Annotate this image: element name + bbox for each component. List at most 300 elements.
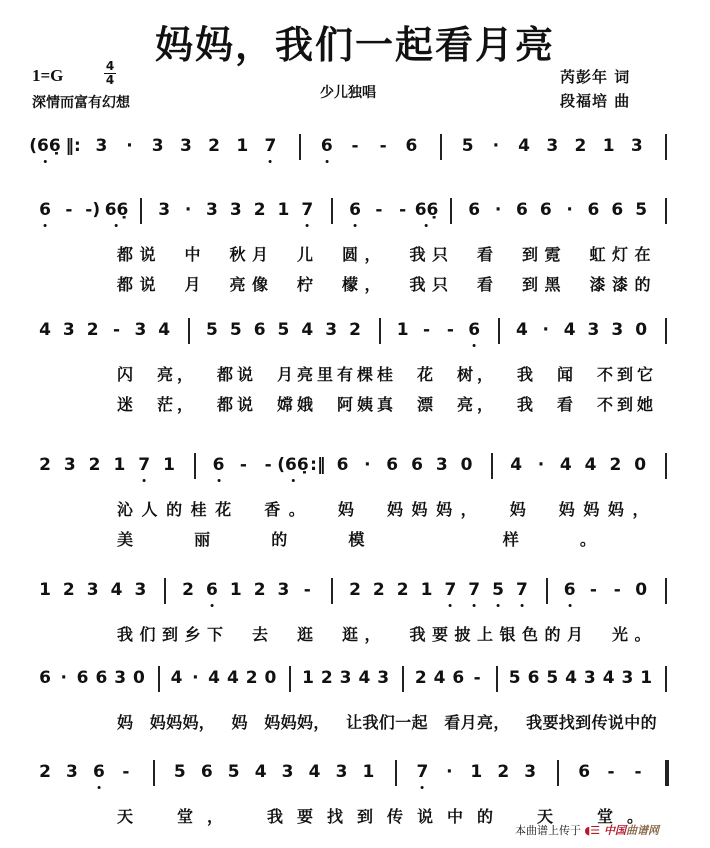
- note: 66̣: [414, 200, 439, 220]
- note: -: [634, 762, 642, 782]
- note: 3: [206, 200, 218, 220]
- site-logo-a[interactable]: 中国: [604, 824, 626, 837]
- lyric-char: 妈: [182, 713, 199, 732]
- barline: [194, 453, 196, 479]
- note: 3: [621, 668, 634, 688]
- note: 3: [611, 320, 624, 340]
- site-logo-icon[interactable]: ◖☰: [584, 824, 604, 837]
- note: -): [85, 200, 101, 220]
- lyric-char: 天: [536, 807, 554, 826]
- lyric-char: 到: [521, 245, 539, 264]
- note: 4: [584, 455, 597, 475]
- note: -: [423, 320, 431, 340]
- note: -: [446, 320, 454, 340]
- note: -: [607, 762, 615, 782]
- note: 1: [229, 580, 242, 600]
- lyric-char: 灯: [611, 245, 629, 264]
- lyric-char: 的: [640, 713, 657, 732]
- note: 6: [39, 200, 51, 220]
- note: -: [113, 320, 121, 340]
- lyric-char: 的: [166, 500, 183, 519]
- note: 6: [516, 200, 528, 220]
- note: 4: [226, 668, 239, 688]
- note: 0: [635, 320, 648, 340]
- note: 5: [635, 200, 648, 220]
- lyric-char: 说: [607, 713, 624, 732]
- note: 3: [587, 320, 600, 340]
- lyric-char: 我: [409, 625, 426, 644]
- note: 2: [497, 762, 510, 782]
- lyric-char: 妈: [264, 713, 281, 732]
- note: -: [399, 200, 407, 220]
- lyric-char: 黑: [544, 275, 561, 294]
- lyric-char: 去: [251, 625, 269, 644]
- note: 3: [95, 136, 108, 156]
- lyric-char: ，: [198, 713, 215, 732]
- lyric-char: 娥: [296, 395, 314, 414]
- lyric-char: 银: [499, 625, 516, 644]
- barline: [140, 198, 142, 224]
- lyric-char: 中: [184, 245, 201, 264]
- time-sig-bottom: 4: [105, 73, 115, 87]
- lyric-char: 逛: [296, 625, 314, 644]
- lyric-char: 亮: [296, 365, 314, 384]
- note: 3: [435, 455, 448, 475]
- note: 3: [524, 762, 537, 782]
- lyric-char: 堂: [596, 807, 614, 826]
- note: 3: [377, 668, 390, 688]
- lyric-char: 。: [626, 807, 644, 826]
- note: 2: [208, 136, 220, 156]
- lyric-char: 妈: [436, 500, 453, 519]
- barline: [331, 578, 333, 604]
- composer-credit: 段福培 曲: [560, 92, 631, 110]
- note: 2: [245, 668, 258, 688]
- lyric-char: 妈: [149, 713, 166, 732]
- note: 3: [281, 762, 294, 782]
- note: 2: [574, 136, 587, 156]
- lyric-char: 阿: [336, 395, 354, 414]
- note: ·: [446, 762, 453, 782]
- lyric-char: 茫: [156, 395, 174, 414]
- lyric-char: 披: [454, 625, 471, 644]
- note: 1: [362, 762, 375, 782]
- lyric-char: 逛: [341, 625, 359, 644]
- time-sig-top: 4: [105, 59, 115, 73]
- lyric-char: 我: [409, 275, 426, 294]
- lyric-char: 说: [416, 807, 434, 826]
- note: 3: [546, 136, 559, 156]
- note: 6: [468, 320, 481, 340]
- note: 3: [158, 200, 171, 220]
- lyric-char: 到: [356, 807, 374, 826]
- lyric-char: 看: [444, 713, 461, 732]
- note: 2: [372, 580, 385, 600]
- note: ·: [60, 668, 68, 688]
- note: 3: [179, 136, 192, 156]
- note: 66̣: [104, 200, 129, 220]
- barline: [491, 453, 493, 479]
- note: 1: [236, 136, 249, 156]
- lyric-char: 们: [139, 625, 156, 644]
- note: 2: [609, 455, 622, 475]
- note: 3: [134, 320, 147, 340]
- lyric-char: 下: [206, 625, 224, 644]
- lyric-char: ，: [493, 713, 510, 732]
- performance-type: 少儿独唱: [320, 85, 376, 101]
- note: -: [303, 580, 311, 600]
- note: 6: [76, 668, 89, 688]
- note: 6: [39, 668, 51, 688]
- lyric-char: 说: [236, 365, 254, 384]
- note: 6: [563, 580, 576, 600]
- note: 3: [229, 200, 242, 220]
- lyric-char: 我: [116, 625, 134, 644]
- note: 4: [110, 580, 123, 600]
- note: 5: [508, 668, 521, 688]
- lyric-char: 不: [596, 395, 614, 414]
- lyric-char: 们: [378, 713, 395, 732]
- note: 5: [461, 136, 474, 156]
- barline: [188, 318, 190, 344]
- lyric-char: 到: [616, 365, 634, 384]
- barline: [557, 760, 559, 786]
- note: 2: [253, 200, 266, 220]
- lyric-char: 妈: [116, 713, 134, 732]
- barline: [164, 578, 166, 604]
- lyric-char: 看: [556, 395, 574, 414]
- note: 6: [527, 668, 540, 688]
- lyric-char: 妈: [509, 500, 526, 519]
- lyric-char: 都: [216, 395, 234, 414]
- lyric-char: 只: [431, 275, 449, 294]
- footer: [515, 822, 659, 838]
- lyric-char: 妈: [337, 500, 354, 519]
- note: 1: [640, 668, 653, 688]
- note: 3: [62, 320, 75, 340]
- barline: [402, 666, 404, 692]
- note: -: [473, 668, 481, 688]
- lyric-char: 亮: [476, 713, 494, 732]
- lyric-char: 我: [362, 713, 379, 732]
- lyric-char: 桂: [190, 500, 207, 519]
- lyric-char: 花: [416, 365, 434, 384]
- lyric-char: 到: [521, 275, 539, 294]
- note: 5: [546, 668, 559, 688]
- note: 6: [253, 320, 266, 340]
- note: -: [239, 455, 247, 475]
- note: 7: [301, 200, 314, 220]
- lyric-char: 妈: [583, 500, 600, 519]
- lyric-char: 嫦: [276, 395, 294, 414]
- lyricist-credit: 芮彭年 词: [560, 68, 631, 86]
- lyric-char: 她: [636, 395, 654, 414]
- lyric-char: 我: [409, 245, 426, 264]
- lyric-char: 闪: [116, 365, 134, 384]
- lyric-char: 让: [346, 713, 363, 732]
- note: ·: [494, 200, 502, 220]
- lyric-char: 都: [216, 365, 234, 384]
- note: 3: [151, 136, 164, 156]
- note: ·: [184, 200, 192, 220]
- site-logo-b[interactable]: 曲谱网: [626, 824, 659, 837]
- note: 6: [212, 455, 225, 475]
- note: 3: [339, 668, 352, 688]
- barline: [153, 760, 155, 786]
- lyric-char: 人: [141, 500, 158, 519]
- barline: [498, 318, 500, 344]
- note: 6: [452, 668, 465, 688]
- note: 4: [433, 668, 446, 688]
- lyric-char: 里: [316, 365, 334, 384]
- note: 4: [254, 762, 267, 782]
- barline: [379, 318, 381, 344]
- lyric-char: 月: [251, 245, 269, 264]
- lyric-char: ，: [364, 625, 381, 644]
- note: 6: [206, 580, 218, 600]
- lyric-char: 我: [516, 365, 534, 384]
- lyric-char: 到: [575, 713, 592, 732]
- note: 6: [92, 762, 105, 782]
- note: 3: [277, 580, 290, 600]
- note: -: [613, 580, 621, 600]
- lyric-char: 都: [116, 275, 134, 294]
- lyric-char: 传: [386, 807, 404, 826]
- note: (66̣: [277, 455, 309, 475]
- barline: [395, 760, 397, 786]
- lyric-char: 亮: [456, 395, 474, 414]
- note: 4: [516, 320, 528, 340]
- note: 6: [539, 200, 552, 220]
- note: 2: [86, 320, 99, 340]
- note: 6: [349, 200, 361, 220]
- note: 1: [470, 762, 483, 782]
- lyric-char: 妈: [411, 500, 428, 519]
- note: 5: [492, 580, 504, 600]
- barline: [289, 666, 291, 692]
- lyric-char: 只: [431, 245, 449, 264]
- note: ·: [126, 136, 133, 156]
- note: 6: [611, 200, 624, 220]
- note: 4: [559, 455, 572, 475]
- lyric-char: ，: [176, 395, 194, 414]
- note: 2: [39, 455, 51, 475]
- lyric-char: 花: [215, 500, 232, 519]
- lyric-char: 一: [395, 713, 412, 732]
- note: 5: [206, 320, 218, 340]
- barline: [665, 760, 669, 786]
- barline: [450, 198, 452, 224]
- lyric-char: 堂: [176, 807, 194, 826]
- note: 3: [114, 668, 127, 688]
- note: 4: [158, 320, 171, 340]
- lyric-char: 妈: [558, 500, 575, 519]
- lyric-char: 妈: [166, 713, 183, 732]
- barline: [665, 666, 667, 692]
- lyric-char: 它: [636, 365, 654, 384]
- note: 5: [229, 320, 242, 340]
- expression-marking: 深情而富有幻想: [32, 95, 130, 111]
- lyric-char: 香: [264, 500, 281, 519]
- lyric-char: 迷: [116, 395, 134, 414]
- note: 7: [416, 762, 429, 782]
- note: 2: [253, 580, 266, 600]
- note: 0: [460, 455, 473, 475]
- lyric-char: ，: [476, 365, 494, 384]
- lyric-char: 闻: [556, 365, 574, 384]
- note: 1: [302, 668, 314, 688]
- lyric-char: 天: [116, 807, 134, 826]
- note: 3: [325, 320, 338, 340]
- lyric-char: 中: [624, 713, 641, 732]
- note: 4: [565, 668, 577, 688]
- note: 4: [39, 320, 51, 340]
- lyric-char: ，: [476, 395, 494, 414]
- lyric-char: 。: [288, 500, 305, 519]
- lyric-char: 真: [376, 395, 394, 414]
- note: -: [351, 136, 359, 156]
- lyric-char: 我: [526, 713, 543, 732]
- note: 2: [349, 320, 361, 340]
- lyric-char: 桂: [376, 365, 394, 384]
- note: 4: [602, 668, 615, 688]
- note: :‖: [310, 455, 326, 475]
- note: -: [264, 455, 272, 475]
- lyric-char: 霓: [544, 245, 561, 264]
- note: 4: [170, 668, 183, 688]
- note: 5: [227, 762, 240, 782]
- lyric-char: 亮: [156, 365, 174, 384]
- lyric-char: 要: [431, 625, 449, 644]
- note: -: [65, 200, 73, 220]
- note: 1: [396, 320, 409, 340]
- lyric-char: 月: [460, 713, 477, 732]
- lyric-char: 棵: [356, 365, 374, 384]
- lyric-char: 找: [558, 713, 575, 732]
- note: 0: [635, 580, 648, 600]
- lyric-char: 漆: [611, 275, 629, 294]
- lyric-char: 说: [139, 245, 156, 264]
- lyric-char: 看: [476, 275, 494, 294]
- barline: [665, 134, 667, 160]
- note: 6: [200, 762, 213, 782]
- lyric-char: 树: [456, 365, 474, 384]
- note: 4: [510, 455, 523, 475]
- lyric-char: ，: [632, 500, 649, 519]
- lyric-char: 美: [116, 530, 134, 549]
- note: 7: [444, 580, 457, 600]
- note: 0: [133, 668, 145, 688]
- lyric-char: 的: [634, 275, 651, 294]
- note: ‖:: [65, 136, 81, 156]
- note: 2: [320, 668, 333, 688]
- lyric-char: 乡: [184, 625, 201, 644]
- note: ·: [542, 320, 549, 340]
- note: -: [375, 200, 383, 220]
- upload-text: 本曲谱上传于: [515, 824, 581, 837]
- lyric-char: 亮: [229, 275, 246, 294]
- note: -: [379, 136, 387, 156]
- note: (66̣: [29, 136, 61, 156]
- time-signature: [103, 60, 117, 87]
- note: 7: [516, 580, 528, 600]
- barline: [546, 578, 548, 604]
- lyric-char: 漆: [589, 275, 606, 294]
- lyric-char: 丽: [194, 530, 211, 549]
- lyric-char: 柠: [296, 275, 314, 294]
- barline: [440, 134, 442, 160]
- lyric-char: 色: [521, 625, 539, 644]
- lyric-char: 的: [544, 625, 561, 644]
- lyric-char: 妈: [386, 500, 404, 519]
- lyric-char: 儿: [296, 245, 314, 264]
- note: ·: [566, 200, 573, 220]
- note: 1: [420, 580, 433, 600]
- lyric-char: 都: [116, 245, 134, 264]
- lyric-char: 。: [579, 530, 596, 549]
- barline: [665, 453, 667, 479]
- lyric-char: ，: [206, 807, 224, 826]
- note: 1: [277, 200, 290, 220]
- lyric-char: 虹: [589, 245, 606, 264]
- note: 6: [411, 455, 423, 475]
- note: ·: [537, 455, 545, 475]
- lyric-char: 圆: [341, 245, 359, 264]
- lyric-char: ，: [176, 365, 194, 384]
- note: 7: [468, 580, 481, 600]
- note: 3: [583, 668, 596, 688]
- note: 5: [173, 762, 186, 782]
- note: 7: [138, 455, 151, 475]
- lyric-char: 中: [446, 807, 464, 826]
- lyric-char: 传: [591, 713, 608, 732]
- lyric-char: 光: [611, 625, 629, 644]
- lyric-char: 有: [336, 365, 354, 384]
- note: 6: [336, 455, 349, 475]
- note: ·: [192, 668, 199, 688]
- lyric-char: 我: [266, 807, 284, 826]
- note: 1: [113, 455, 126, 475]
- lyric-char: 姨: [356, 395, 374, 414]
- note: 4: [308, 762, 321, 782]
- note: 3: [86, 580, 99, 600]
- barline: [665, 198, 667, 224]
- lyric-char: 沁: [116, 500, 134, 519]
- note: 1: [39, 580, 51, 600]
- note: 4: [563, 320, 576, 340]
- note: -: [122, 762, 130, 782]
- lyric-char: 月: [184, 275, 201, 294]
- note: 2: [414, 668, 427, 688]
- lyric-char: 妈: [607, 500, 624, 519]
- lyric-char: 说: [236, 395, 254, 414]
- lyric-char: 秋: [229, 245, 246, 264]
- lyric-char: 到: [161, 625, 179, 644]
- barline: [665, 318, 667, 344]
- lyric-char: 像: [251, 275, 269, 294]
- note: 0: [264, 668, 277, 688]
- note: 0: [634, 455, 647, 475]
- note: 2: [39, 762, 51, 782]
- song-title: 妈妈，我们一起看月亮: [154, 23, 555, 67]
- note: 2: [62, 580, 75, 600]
- note: 1: [602, 136, 615, 156]
- note: 6: [95, 668, 108, 688]
- lyric-char: 的: [271, 530, 288, 549]
- note: 7: [264, 136, 277, 156]
- note: 4: [518, 136, 530, 156]
- lyric-char: 模: [348, 530, 365, 549]
